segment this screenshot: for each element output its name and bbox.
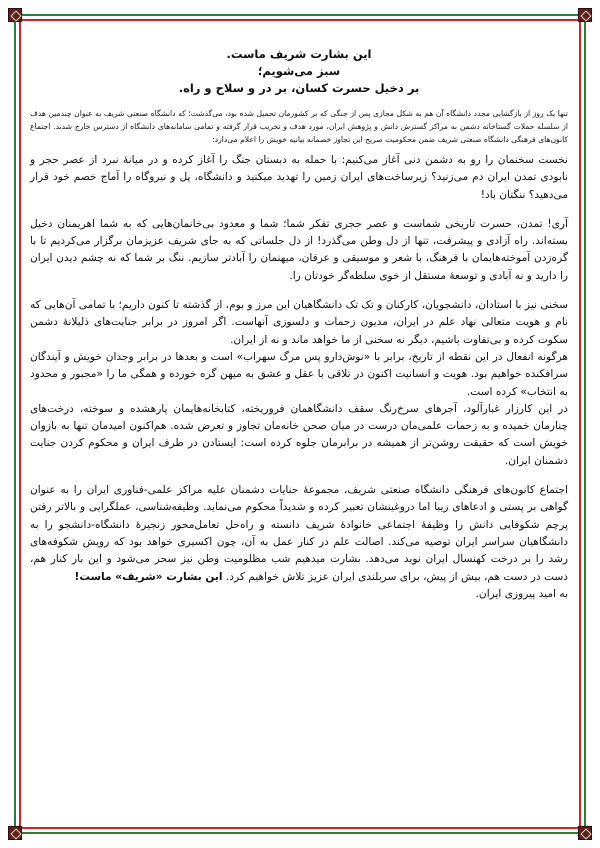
paragraph-5: در این کارزار غبارآلود، آجرهای سرخ‌رنگ سقف دانشگاهمان فروریخته، کتابخانه‌هایمان پارهشده و سوخته، درخت‌های چنارمان خمیده و به زحمات علمی‌مان درست در میان صحن خانه‌مان تجاوز و تعرض شده. هم‌اکنون امیدمان تنها به بازوان خویش است که حقیقت روشن‌تر از همیشه در برابرمان جلوه کرده است: ایستادن در طرف ایران و محکوم کردن جنایت دشمنان ایران.: [30, 402, 568, 467]
title-block: [30, 46, 568, 97]
frame-line-right-green: [584, 22, 586, 828]
paragraph-2: آری! تمدن، حسرت تاریخی شماست و عصر حجری تفکر شما؛ شما و معدود بی‌خانمان‌هایی که به شما اهریمنان دخیل بسته‌اند. راه آزادی و پیشرفت، تنها از دل وطن می‌گذرد! از دل جلساتی که به جای شریف عزیزمان برگزار می‌کردیم تا با گره‌زدن آموخته‌هایمان با فرهنگ، با شعر و موسیقی و عرفان، میهنمان را آبادتر سازیم. ننگ بر شما که نه چشم دیدن ایران را دارید و نه آبادی و توسعهٔ مستقل از خوی سلطه‌گر خودتان را.: [30, 217, 568, 282]
frame-line-top-green: [22, 14, 578, 16]
corner-ornament-icon: [8, 8, 22, 22]
title-line-3: بر دخیل حسرت کسان، بر در و سلاح و راه.: [178, 81, 420, 95]
statement-page: [30, 46, 568, 836]
frame-line-top-red: [22, 19, 578, 21]
paragraph-4: هرگونه انفعال در این نقطه از تاریخ، برابر با «نوش‌دارو پس مرگ سهراب» است و بعدها در برابر وجدان خویش و آیندگان سرافکنده خواهیم بود. هویت و انسانیت اکنون در تلاقی با عقل و عشق به میهن گره خورده و همگی ما را «مجبور و محدود به انتخاب» کرده است.: [30, 350, 568, 398]
title-line-1: این بشارت شریف ماست.: [226, 47, 372, 61]
closing-final: به امید پیروزی ایران.: [475, 587, 568, 600]
corner-ornament-icon: [578, 8, 592, 22]
corner-ornament-icon: [8, 826, 22, 840]
corner-ornament-icon: [578, 826, 592, 840]
paragraph-1: نخست سخنمان را رو به دشمن دنی آغاز می‌کنیم: با حمله به دبستان جنگ را آغاز کرده و در میانهٔ نبرد از عصر حجر و نابودی تمدن ایران دم می‌زنید؟ زیرساخت‌های ایران زمین را تهدید میکنید و دانشگاه، پل و نیروگاه را آماج خصم خود قرار می‌دهید؟ ننگتان باد!: [30, 154, 568, 201]
frame-line-left-green: [14, 22, 16, 828]
frame-line-left-red: [19, 22, 21, 828]
title-line-2: سبز می‌شویم؛: [257, 64, 341, 78]
paragraph-3: سخنی نیز با استادان، دانشجویان، کارکنان و تک تک دانشگاهیان این مرز و بوم، از گذشته تا کنون داریم؛ با تمامی آن‌هایی که نام و هویت متعالی نهاد علم در ایران، مدیون زحمات و دلسوزی آنهاست. اگر امروز در برابر جنایت‌های ذلیلانهٔ دشمن سکوت کرده و بی‌تفاوت باشیم، دیگر نه سخنی از ما خواهد ماند و نه از ایران.: [30, 299, 568, 346]
intro-paragraph: تنها یک روز از بازگشایی مجدد دانشگاه آن هم به شکل مجازی پس از جنگی که بر کشورمان تحمیل شده بود، می‌گذشت؛ که دانشگاه صنعتی شریف به عنوان چندمین هدف از سلسله حملات گستاخانه دشمن به مراکز گسترش دانش و پژوهش ایران، مورد هدف و تخریب قرار گرفته و تمامی سامانه‌های دانشگاه از دسترس خارج شدند. اجتماع کانون‌های فرهنگی دانشگاه صنعتی شریف ضمن محکومیت صریح این تجاوز خصمانه بیانیه خویش را اعلام می‌دارد:: [30, 109, 568, 144]
closing-bold: این بشارت «شریف» ماست!: [74, 570, 223, 583]
paragraph-6-text: اجتماع کانون‌های فرهنگی دانشگاه صنعتی شریف، مجموعهٔ جنایات دشمنان علیه مراکز علمی-فناوری ایران را به عنوان گواهی بر پستی و ادعاهای زیبا اما دروغینشان تعبیر کرده و شدیداً محکوم می‌نماید. وظیفه‌شناسی، عملگرایی و بالاتر رفتن پرچم شکوفایی دانش را وظیفهٔ اجتماعی خانوادهٔ شریف دانسته و راه‌حل تعامل‌محور زنجیرهٔ دانشگاه-دانشجو را به دانشگاهیان سراسر ایران توصیه می‌کند. اصالت علم در کنار عمل به آن، چون اکسیری خواهد بود که رویش شکوفه‌های رشد را بر درخت کهنسال ایران نوید می‌دهد. بشارت میدهیم شب مظلومیت وطن نیز سحر می‌شود و این بار کنار هم، دست در دست هم، بیش از پیش، برای سربلندی ایران عزیز تلاش خواهیم کرد.: [30, 484, 568, 583]
paragraph-6: [30, 482, 568, 586]
frame-line-right-red: [579, 22, 581, 828]
